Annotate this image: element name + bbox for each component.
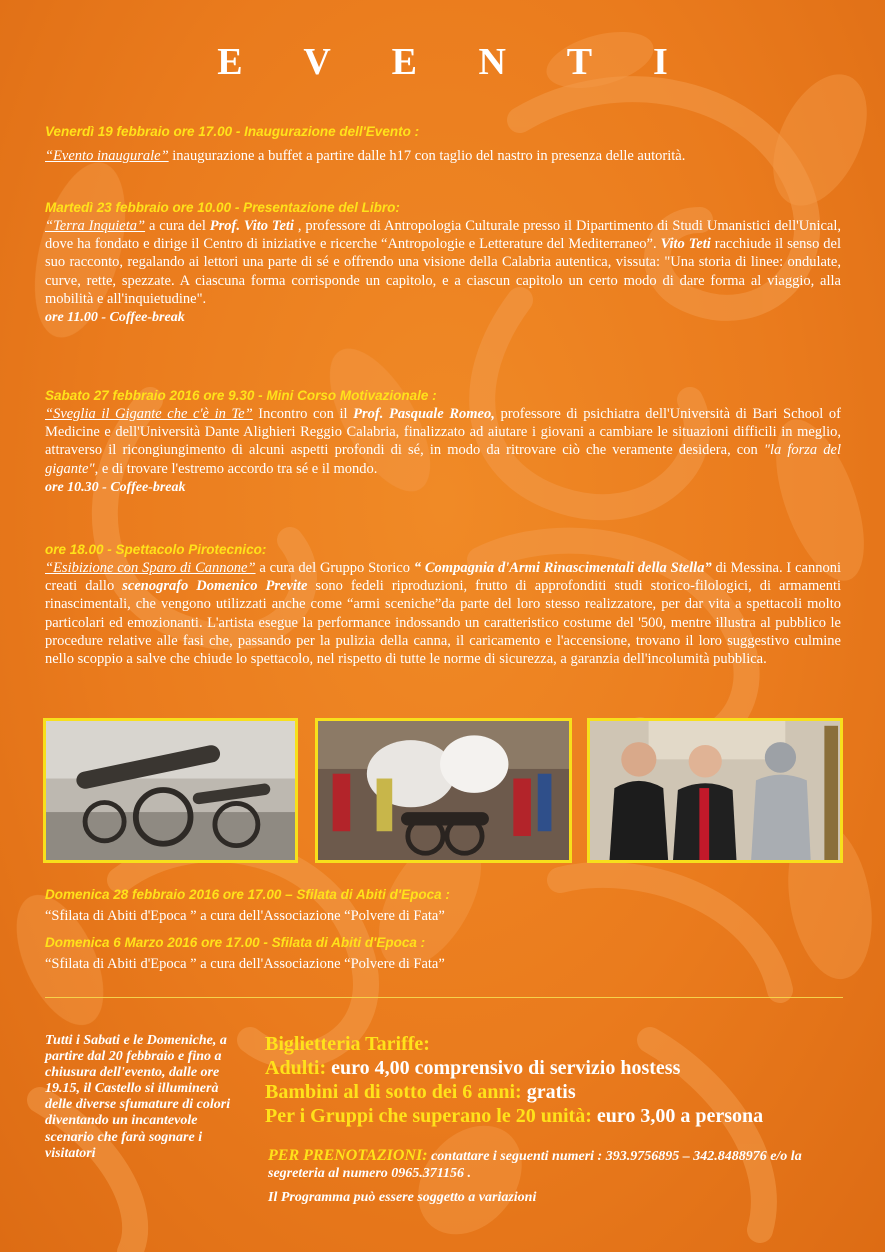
event-heading: Martedì 23 febbraio ore 10.00 - Presentazione del Libro: [45, 200, 400, 215]
event-sfilata-6-marzo [45, 933, 841, 973]
event-sfilata-28-febbraio [45, 885, 841, 925]
illumination-note: Tutti i Sabati e le Domeniche, a partire dal 20 febbraio e fino a chiusura dell'evento, dalle ore 19.15, il Castello si illuminerà delle diverse sfumature di colori diventando un incantevole scenario che farà sognare i visitatori [45, 1033, 231, 1161]
event-description: “Sfilata di Abiti d'Epoca ” a cura dell'Associazione “Polvere di Fata” [45, 908, 445, 924]
people-armor-photo [587, 718, 843, 863]
cannon-firing-photo [315, 718, 572, 863]
event-heading: ore 18.00 - Spettacolo Pirotecnico: [45, 542, 267, 557]
event-heading: Domenica 6 Marzo 2016 ore 17.00 - Sfilata di Abiti d'Epoca : [45, 935, 426, 950]
ticket-row-adulti: Adulti: euro 4,00 comprensivo di servizio hostess [265, 1057, 681, 1079]
coffee-break: ore 10.30 - Coffee-break [45, 479, 186, 495]
event-description: “Esibizione con Sparo di Cannone” a cura del Gruppo Storico “ Compagnia d'Armi Rinascimentali della Stella” di Messina. I cannoni creati dallo scenografo Domenico Previte sono fedeli riproduzioni, frutto di approfonditi studi storico-filologici, di armamenti rinascimentali, che vengono utilizzati anche come “armi sceniche”da parte del loro stesso realizzatore, per dar vita a spettacoli molto particolari ed emozionanti. L'artista esegue la performance indossando un caratteristico costume del '500, mentre illustra al pubblico le procedure relative alle fasi che, passando per la pulizia della canna, il caricamento e l'accensione, trovano il loro suggestivo culmine nello scoppio a salve che chiude lo spettacolo, nel rispetto di tutte le norme di sicurezza, a garanzia dell'incolumità pubblica. [45, 560, 842, 668]
tickets-heading: Biglietteria Tariffe: [265, 1033, 430, 1055]
event-spettacolo-pirotecnico [45, 540, 841, 668]
event-inaugurazione [45, 122, 841, 165]
event-description: “Evento inaugurale” inaugurazione a buffet a partire dalle h17 con taglio del nastro in presenza delle autorità. [45, 148, 686, 164]
cannon-photo [43, 718, 298, 863]
ticket-row-gruppi: Per i Gruppi che superano le 20 unità: euro 3,00 a persona [265, 1105, 764, 1127]
event-heading: Domenica 28 febbraio 2016 ore 17.00 – Sfilata di Abiti d'Epoca : [45, 887, 450, 902]
ticket-prices [265, 1032, 865, 1128]
event-heading: Sabato 27 febbraio 2016 ore 9.30 - Mini Corso Motivazionale : [45, 388, 437, 403]
event-presentazione-libro [45, 198, 841, 328]
event-description: “Sveglia il Gigante che c'è in Te” Incontro con il Prof. Pasquale Romeo, professore di psichiatra dell'Università di Bari School of Medicine e dell'Università Dante Alighieri Reggio Calabria, finalizzato ad aiutare i giovani a cambiare le situazioni difficili in meglio, attraverso il ricongiungimento di alcuni aspetti profondi di sé, in modo da ritrovare ciò che veramente desidera, con "la forza del gigante", e di trovare l'estremo accordo tra sé e il mondo. [45, 406, 842, 477]
ticket-row-bambini: Bambini al di sotto dei 6 anni: gratis [265, 1081, 576, 1103]
program-note: Il Programma può essere soggetto a variazioni [268, 1190, 537, 1205]
event-description: “Terra Inquieta” a cura del Prof. Vito Teti , professore di Antropologia Culturale presso il Dipartimento di Studi Umanistici dell'Unical, dove ha fondato e dirige il Centro di iniziative e ricerche “Antropologie e Letterature del Mediterraneo”. Vito Teti racchiude il senso del suo racconto, regalando ai lettori una parte di sé e offrendo una visione della Calabria autentica, vissuta: "Una storia di linee: ondulate, curve, rette, spezzate. A ciascuna forma corrisponde un capitolo, e a ciascun capitolo un certo modo di dare forma al viaggio, alla mobilità e all'inquietudine". [45, 218, 842, 307]
event-heading: Venerdì 19 febbraio ore 17.00 - Inaugurazione dell'Evento : [45, 124, 420, 139]
event-mini-corso [45, 386, 841, 498]
booking-contacts: PER PRENOTAZIONI: contattare i seguenti numeri : 393.9756895 – 342.8488976 e/o la segreteria al numero 0965.371156 . [268, 1147, 802, 1181]
page-title: E V E N T I [217, 41, 694, 83]
section-divider [45, 997, 843, 998]
booking-info [268, 1147, 828, 1206]
coffee-break: ore 11.00 - Coffee-break [45, 310, 185, 326]
event-description: “Sfilata di Abiti d'Epoca ” a cura dell'Associazione “Polvere di Fata” [45, 956, 445, 972]
